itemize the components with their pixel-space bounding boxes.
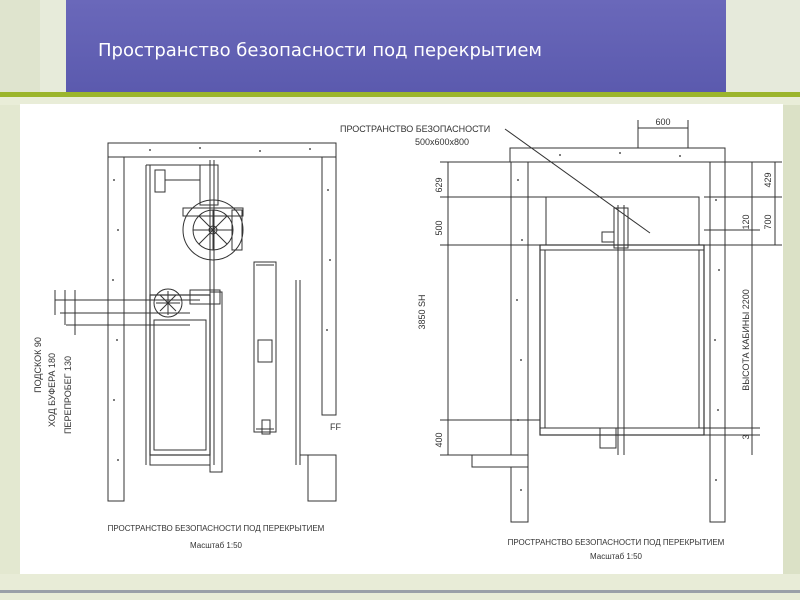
- header-left-strip: [40, 0, 66, 92]
- callout-line-2: 500x600x800: [415, 137, 470, 147]
- left-dimension-labels: [33, 337, 341, 550]
- slide-title: Пространство безопасности под перекрытием: [98, 40, 542, 61]
- dim-top-600: 600: [655, 117, 671, 127]
- cabin-height-label: ВЫСОТА КАБИНЫ 2200: [741, 289, 751, 391]
- bottom-line: [0, 590, 800, 593]
- label-hod-bufera: ХОД БУФЕРА 180: [47, 353, 57, 427]
- label-podskok: ПОДСКОК 90: [33, 337, 43, 393]
- dim-400: 400: [434, 432, 444, 448]
- left-margin: [0, 105, 20, 574]
- right-margin: [783, 105, 800, 574]
- bottom-band: [0, 574, 800, 600]
- dim-500: 500: [434, 220, 444, 236]
- left-shaft: [55, 143, 336, 501]
- dim-3850: 3850 SH: [417, 294, 427, 330]
- right-dimension-labels: [340, 117, 773, 561]
- dim-629: 629: [434, 177, 444, 193]
- dim-3: 3: [741, 434, 751, 440]
- header-right-strip: [726, 0, 800, 92]
- dim-429: 429: [763, 172, 773, 188]
- right-scale: Масштаб 1:50: [589, 552, 643, 561]
- drawing-area: [20, 104, 783, 574]
- technical-drawing: [20, 104, 783, 574]
- right-caption: ПРОСТРАНСТВО БЕЗОПАСНОСТИ ПОД ПЕРЕКРЫТИЕМ: [507, 538, 725, 547]
- label-pereprobeg: ПЕРЕПРОБЕГ 130: [63, 355, 73, 435]
- right-shaft: [440, 120, 782, 522]
- dim-700: 700: [763, 214, 773, 230]
- left-scale: Масштаб 1:50: [189, 541, 243, 550]
- callout-line-1: ПРОСТРАНСТВО БЕЗОПАСНОСТИ: [340, 124, 491, 134]
- dim-120: 120: [741, 214, 751, 230]
- left-caption: ПРОСТРАНСТВО БЕЗОПАСНОСТИ ПОД ПЕРЕКРЫТИЕМ: [107, 524, 325, 533]
- label-ff: FF: [330, 422, 341, 432]
